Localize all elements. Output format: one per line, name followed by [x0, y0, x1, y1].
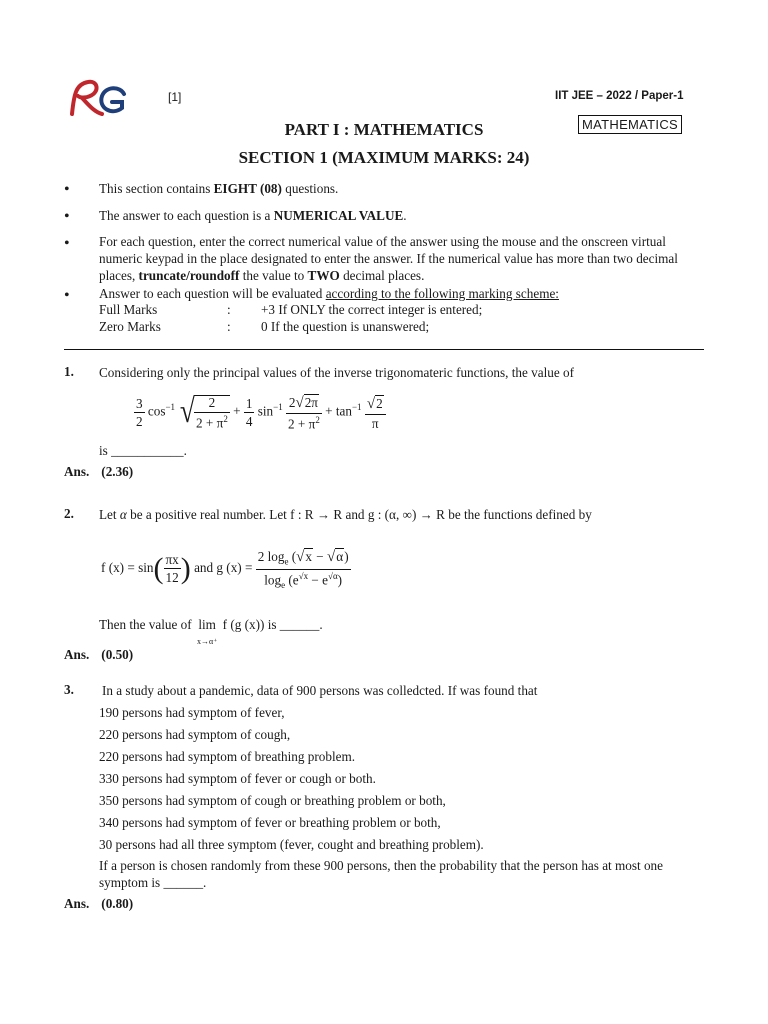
section-title: SECTION 1 (MAXIMUM MARKS: 24) — [238, 148, 530, 167]
q2-limit-line — [99, 616, 709, 650]
answer-blank: is ___________. — [99, 443, 187, 458]
institute-logo — [66, 74, 130, 118]
bullet: • — [64, 287, 70, 304]
question-word: Let — [99, 507, 117, 522]
math-expression: f : R → R — [290, 507, 343, 522]
data-line: 340 persons had symptom of fever or breathing problem or both, — [99, 815, 441, 830]
answer — [64, 464, 133, 480]
math-number: 1 — [244, 397, 255, 413]
math-exponent: −1 — [273, 401, 283, 412]
data-line: 330 persons had symptom of fever or cough or both. — [99, 771, 376, 786]
math-subscript: e — [281, 579, 286, 590]
bullet: • — [64, 181, 70, 198]
data-line: 220 persons had symptom of breathing problem. — [99, 749, 356, 764]
zero-marks-label: Zero Marks — [99, 319, 161, 334]
math-exponent: 2 — [223, 413, 228, 424]
instruction-text: questions. — [281, 181, 339, 196]
part-title: PART I : MATHEMATICS — [284, 120, 484, 139]
q1-expression: $\frac{3}{2}$ $\cos^{-1}$ √ $\frac{2}{2 + \pi^2}$ + $\frac{1}{4}$ $\sin^{-1}$ $\frac{2√2\pi}{2 + \pi^2}$ + $\tan^{-1}$ $\frac{√2}{\pi}$ — [134, 394, 386, 431]
bullet: • — [64, 208, 70, 225]
math-symbol: x — [303, 570, 309, 581]
question-word: be a positive real number. Let — [130, 507, 287, 522]
math-symbol: α — [336, 549, 344, 564]
question-prompt: If a person is chosen randomly from these 900 persons, then the probability that the person has at most one symptom is ______. — [99, 858, 664, 890]
math-number: 2 — [194, 396, 230, 412]
data-line: 190 persons had symptom of fever, — [99, 705, 285, 720]
instruction-text: the value to — [239, 268, 308, 284]
zero-marks-colon: : — [227, 319, 231, 334]
zero-marks-value: 0 If the question is unanswered; — [261, 319, 430, 334]
math-symbol: α — [332, 570, 338, 581]
math-expression: g : (α, ∞) → R — [367, 507, 445, 522]
page-number: [1] — [168, 90, 182, 104]
math-expression: 2π — [304, 395, 318, 410]
math-radical: √ $\frac{2}{2 + \pi^2}$ — [180, 393, 228, 431]
answer-value: (0.50) — [101, 647, 134, 662]
answer-label: Ans. — [64, 896, 90, 911]
math-operator: + — [233, 403, 241, 419]
question-word: be the functions defined by — [448, 507, 592, 522]
question-word: and — [194, 559, 214, 575]
instruction-4 — [99, 285, 707, 302]
math-number: 2 — [376, 395, 383, 411]
math-function: 2 log — [257, 549, 285, 564]
math-exponent: 2 — [315, 415, 320, 425]
section-divider — [64, 349, 704, 350]
question-number: 2. — [64, 506, 74, 521]
answer-value: (2.36) — [101, 464, 134, 479]
bullet: • — [64, 235, 70, 252]
answer-label: Ans. — [64, 647, 90, 662]
math-function: lim — [198, 617, 216, 632]
instruction-bold: TWO — [307, 268, 340, 284]
instruction-1 — [99, 180, 707, 197]
data-line: 220 persons had symptom of cough, — [99, 727, 291, 742]
math-symbol: α — [119, 507, 127, 522]
answer-label: Ans. — [64, 464, 90, 479]
instruction-underlined: according to the following marking scheme: — [325, 286, 559, 301]
math-subscript: x→α⁺ — [196, 637, 218, 646]
math-number: 4 — [245, 413, 253, 429]
answer — [64, 647, 133, 663]
math-exponent: −1 — [351, 401, 362, 412]
question-text: Considering only the principal values of the inverse trigonomateric functions, the value of — [99, 365, 574, 380]
math-number: 3 — [134, 397, 145, 413]
question-number: 3. — [64, 682, 74, 697]
subject-box: MATHEMATICS — [578, 115, 682, 134]
math-function: cos — [147, 403, 166, 419]
math-symbol: x — [305, 549, 312, 564]
math-operator: − — [316, 549, 324, 564]
q2-definitions: f (x) = sin( $\frac{\pi x}{12}$ ) and g (x) = $\frac{2 \log_e (√x - √\alpha)}{\log_e (e^{√x} - e^{√\alpha})}$ — [101, 549, 349, 590]
math-expression: 2 + π — [288, 416, 316, 432]
math-symbol: e — [292, 572, 299, 588]
answer-value: (0.80) — [101, 896, 134, 911]
full-marks-value: +3 If ONLY the correct integer is entered; — [261, 302, 483, 317]
instruction-bold: truncate/roundoff — [138, 268, 240, 284]
math-function: tan — [335, 403, 352, 419]
math-operator: + — [325, 403, 333, 419]
math-subscript: e — [284, 556, 289, 567]
question-text — [99, 506, 709, 523]
instruction-text: This section contains — [99, 181, 214, 196]
answer — [64, 896, 133, 912]
math-symbol: π — [371, 415, 379, 431]
math-operator: − e — [311, 572, 328, 588]
question-text: In a study about a pandemic, data of 900 persons was colledcted. If was found that — [102, 683, 538, 698]
instruction-text: . — [403, 208, 407, 223]
math-expression: g (x) = — [216, 559, 253, 575]
data-line: 30 persons had all three symptom (fever, cought and breathing problem). — [99, 837, 484, 852]
question-number: 1. — [64, 364, 74, 379]
math-number: 12 — [165, 570, 179, 586]
instruction-3 — [99, 233, 707, 285]
exam-label: IIT JEE – 2022 / Paper-1 — [555, 90, 684, 102]
math-number: 2 — [136, 413, 143, 429]
math-expression: 2 + π — [196, 414, 224, 430]
full-marks-label: Full Marks — [99, 302, 158, 317]
instruction-text: For each question, enter the correct numerical value of the answer using the mouse and the onscreen virtual numeric keypad in the place designated to enter the answer. If the numerical value has more than two decimal places, — [99, 234, 678, 284]
instruction-bold: NUMERICAL VALUE — [273, 208, 404, 223]
math-exponent: −1 — [165, 401, 176, 412]
math-expression: f (x) = sin — [101, 559, 154, 575]
instruction-text: decimal places. — [339, 268, 425, 284]
instruction-2 — [99, 207, 707, 224]
math-function: log — [264, 572, 282, 588]
instruction-text: The answer to each question is a — [99, 208, 274, 223]
question-word: and — [345, 507, 365, 522]
full-marks-colon: : — [227, 302, 231, 317]
instruction-text: Answer to each question will be evaluated — [99, 286, 326, 301]
data-line: 350 persons had symptom of cough or breathing problem or both, — [99, 793, 446, 808]
math-number: 2 — [288, 395, 296, 410]
instruction-bold: EIGHT (08) — [213, 181, 282, 196]
question-word: Then the value of — [99, 617, 192, 632]
math-function: sin — [257, 403, 274, 419]
math-expression: πx — [164, 553, 181, 569]
answer-blank: is ______. — [267, 617, 323, 632]
math-expression: f (g (x)) — [222, 617, 265, 632]
